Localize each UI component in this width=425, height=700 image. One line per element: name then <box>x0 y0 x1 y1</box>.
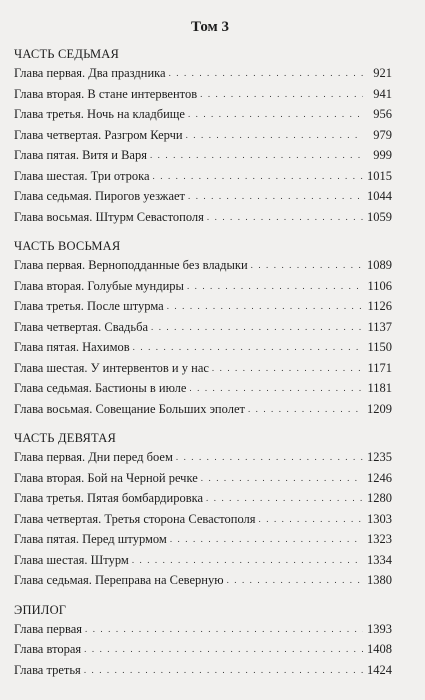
chapter-title: Глава третья <box>14 662 81 677</box>
dot-leader <box>132 551 363 571</box>
chapter-title: Глава седьмая. Пирогов уезжает <box>14 189 186 203</box>
chapter-page-number: 956 <box>373 107 392 121</box>
chapter-page-number: 1424 <box>367 662 392 677</box>
dot-leader <box>259 510 363 530</box>
chapter-page-number: 1380 <box>367 573 392 587</box>
toc-entry <box>14 551 392 572</box>
chapter-title: Глава вторая <box>14 642 82 656</box>
dot-leader <box>187 277 363 297</box>
chapter-page-number: 1334 <box>367 552 392 567</box>
toc-entry <box>14 64 392 85</box>
chapter-page-number: 1089 <box>367 258 392 272</box>
dot-leader <box>153 167 363 187</box>
chapter-list <box>14 256 392 420</box>
dot-leader <box>170 530 363 550</box>
chapter-title: Глава первая. Два праздника <box>14 66 166 80</box>
chapter-page-number: 1171 <box>367 360 392 375</box>
chapter-page-number: 1126 <box>367 299 392 313</box>
toc-part <box>14 602 392 682</box>
chapter-page-number: 999 <box>373 148 392 162</box>
toc-entry <box>14 469 392 490</box>
toc-entry <box>14 379 392 400</box>
toc-entry <box>14 256 392 277</box>
toc-entry <box>14 187 392 208</box>
chapter-title: Глава третья. Ночь на кладбище <box>14 107 185 121</box>
dot-leader <box>188 105 363 125</box>
chapter-page-number: 1280 <box>367 491 392 505</box>
toc-entry <box>14 571 392 592</box>
toc-entry <box>14 105 392 126</box>
volume-title: Том 3 <box>190 19 229 35</box>
chapter-page-number: 941 <box>373 86 392 101</box>
toc-entry <box>14 85 392 106</box>
part-title: ЧАСТЬ ВОСЬМАЯ <box>14 239 121 253</box>
chapter-title: Глава четвертая. Третья сторона Севастополя <box>14 511 256 526</box>
dot-leader <box>248 400 363 420</box>
chapter-page-number: 1137 <box>367 319 392 334</box>
chapter-title: Глава вторая. Голубые мундиры <box>14 278 184 293</box>
chapter-page-number: 1059 <box>367 209 392 224</box>
toc-entry <box>14 167 392 188</box>
chapter-title: Глава седьмая. Бастионы в июле <box>14 381 187 395</box>
toc-entry <box>14 489 392 510</box>
chapter-page-number: 1015 <box>367 168 392 183</box>
toc-entry <box>14 530 392 551</box>
part-title: ЭПИЛОГ <box>14 602 67 617</box>
chapter-page-number: 1209 <box>367 401 392 416</box>
chapter-page-number: 921 <box>373 66 392 80</box>
chapter-page-number: 1303 <box>367 511 392 526</box>
dot-leader <box>176 448 363 468</box>
chapter-title: Глава первая. Дни перед боем <box>14 450 173 464</box>
toc-entry <box>14 208 392 229</box>
toc-entry <box>14 318 392 339</box>
dot-leader <box>188 187 363 207</box>
chapter-title: Глава пятая. Витя и Варя <box>14 148 147 162</box>
toc-part <box>14 430 392 592</box>
part-title: ЧАСТЬ ДЕВЯТАЯ <box>14 431 116 445</box>
dot-leader <box>133 338 363 358</box>
dot-leader <box>201 469 363 489</box>
chapter-list <box>14 64 392 228</box>
chapter-title: Глава вторая. Бой на Черной речке <box>14 470 198 485</box>
chapter-page-number: 1393 <box>367 621 392 636</box>
chapter-page-number: 1323 <box>367 532 392 546</box>
chapter-title: Глава пятая. Нахимов <box>14 340 130 354</box>
chapter-page-number: 1044 <box>367 189 392 203</box>
chapter-title: Глава первая <box>14 621 83 636</box>
toc-entry <box>14 620 392 641</box>
dot-leader <box>200 85 363 105</box>
toc-entry <box>14 297 392 318</box>
dot-leader <box>84 661 363 681</box>
dot-leader <box>186 126 363 146</box>
chapter-title: Глава восьмая. Штурм Севастополя <box>14 209 204 224</box>
dot-leader <box>251 256 363 276</box>
dot-leader <box>212 359 363 379</box>
dot-leader <box>206 489 363 509</box>
toc-entry <box>14 400 392 421</box>
dot-leader <box>84 640 363 660</box>
toc-entry <box>14 126 392 147</box>
toc-entry <box>14 448 392 469</box>
chapter-list <box>14 620 392 682</box>
chapter-page-number: 1106 <box>367 278 392 293</box>
chapter-title: Глава вторая. В стане интервентов <box>14 86 198 101</box>
chapter-list <box>14 448 392 592</box>
toc-entry <box>14 510 392 531</box>
toc-entry <box>14 640 392 661</box>
chapter-page-number: 1235 <box>367 450 392 464</box>
toc-part <box>14 46 392 228</box>
chapter-title: Глава первая. Верноподданные без владыки <box>14 258 248 272</box>
table-of-contents <box>14 46 392 681</box>
dot-leader <box>169 64 363 84</box>
chapter-title: Глава пятая. Перед штурмом <box>14 532 167 546</box>
dot-leader <box>151 318 363 338</box>
chapter-title: Глава третья. Пятая бомбардировка <box>14 491 204 505</box>
part-title: ЧАСТЬ СЕДЬМАЯ <box>14 47 120 61</box>
chapter-title: Глава шестая. У интервентов и у нас <box>14 360 209 375</box>
chapter-page-number: 1150 <box>367 340 392 354</box>
dot-leader <box>167 297 363 317</box>
chapter-page-number: 1181 <box>367 381 392 395</box>
dot-leader <box>150 146 363 166</box>
toc-entry <box>14 661 392 682</box>
chapter-page-number: 979 <box>373 127 392 142</box>
dot-leader <box>207 208 363 228</box>
chapter-title: Глава четвертая. Разгром Керчи <box>14 127 183 142</box>
chapter-page-number: 1408 <box>367 642 392 656</box>
toc-entry <box>14 146 392 167</box>
toc-part <box>14 238 392 420</box>
chapter-page-number: 1246 <box>367 470 392 485</box>
chapter-title: Глава седьмая. Переправа на Северную <box>14 573 224 587</box>
chapter-title: Глава восьмая. Совещание Больших эполет <box>14 401 245 416</box>
toc-entry <box>14 338 392 359</box>
chapter-title: Глава шестая. Штурм <box>14 552 129 567</box>
chapter-title: Глава четвертая. Свадьба <box>14 319 148 334</box>
dot-leader <box>85 620 363 640</box>
chapter-title: Глава шестая. Три отрока <box>14 168 150 183</box>
chapter-title: Глава третья. После штурма <box>14 299 164 313</box>
toc-entry <box>14 359 392 380</box>
toc-entry <box>14 277 392 298</box>
dot-leader <box>189 379 363 399</box>
dot-leader <box>227 571 363 591</box>
